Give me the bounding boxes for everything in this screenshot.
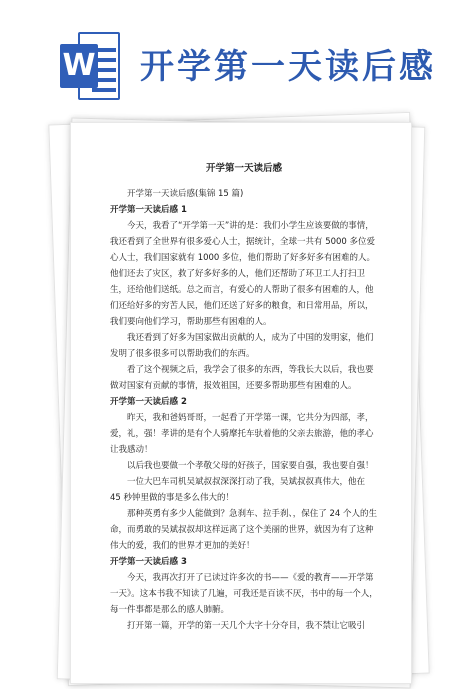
paragraph: 今天，我再次打开了已读过许多次的书——《爱的教育——开学第一天》。这本书我不知读了几遍，可我还是百读不厌，书中的每一个人，每一件事都是那么的感人肺腑。 (110, 573, 378, 615)
paragraph: 那种英勇有多少人能做到？急刹车、拉手刹、，保住了 24 个人的生命，而勇敢的吴斌叔叔却这样远离了这个美丽的世界，就因为有了这种伟大的爱，我们的世界才更加的美好！ (110, 509, 377, 551)
paragraph: 昨天，我和爸妈哥哥，一起看了开学第一课，它共分为四部，孝，爱，礼，强！孝讲的是有个人骑摩托车驮着他的父亲去旅游，他的孝心让我感动！ (110, 413, 374, 455)
paragraph: 我还看到了好多为国家做出贡献的人，成为了中国的发明家，他们发明了很多很多可以帮助我们的东西。 (110, 333, 374, 359)
section-heading: 开学第一天读后感 3 (110, 557, 187, 567)
word-document-icon (60, 32, 120, 100)
section-heading: 开学第一天读后感 2 (110, 397, 187, 407)
section-heading: 开学第一天读后感 1 (110, 205, 187, 215)
document-title: 开学第一天读后感 (205, 163, 282, 174)
word-icon-letter: W (60, 44, 98, 88)
paragraph: 打开第一篇，开学的第一天几个大字十分夺目，我不禁让它吸引 (127, 621, 366, 631)
document-content (110, 202, 378, 634)
banner-title: 开学第一天读后感 (140, 47, 436, 87)
paragraph: 看了这个视频之后，我学会了很多的东西，等我长大以后，我也要做对国家有贡献的事情，报效祖国，还要多帮助那些有困难的人。 (110, 365, 374, 391)
document-subtitle: 开学第一天读后感(集锦 15 篇) (127, 189, 244, 199)
paragraph: 今天，我看了“开学第一天”讲的是：我们小学生应该要做的事情，我还看到了全世界有很多爱心人士，据统计，全球一共有 5000 多位爱心人士，我们国家就有 1000 多位，他们帮助了好多好多有困难的人。他们还去了灾区，救了好多好多的人，他们还帮助了环卫工人打扫卫生，还给他们送纸。总之而言，有爱心的人帮助了很多有困难的人，他们还给好多的穷苦人民，他们还送了好多的粮食，和日常用品，所以，我们要向他们学习，帮助那些有困难的人。 (110, 221, 376, 327)
paragraph: 以后我也要做一个孝敬父母的好孩子，国家要自强，我也要自强！ (127, 461, 374, 471)
document-body (110, 160, 378, 634)
paragraph: 一位大巴车司机吴斌叔叔深深打动了我，吴斌叔叔真伟大，他在 45 秒钟里做的事是多么伟大的！ (110, 477, 366, 503)
